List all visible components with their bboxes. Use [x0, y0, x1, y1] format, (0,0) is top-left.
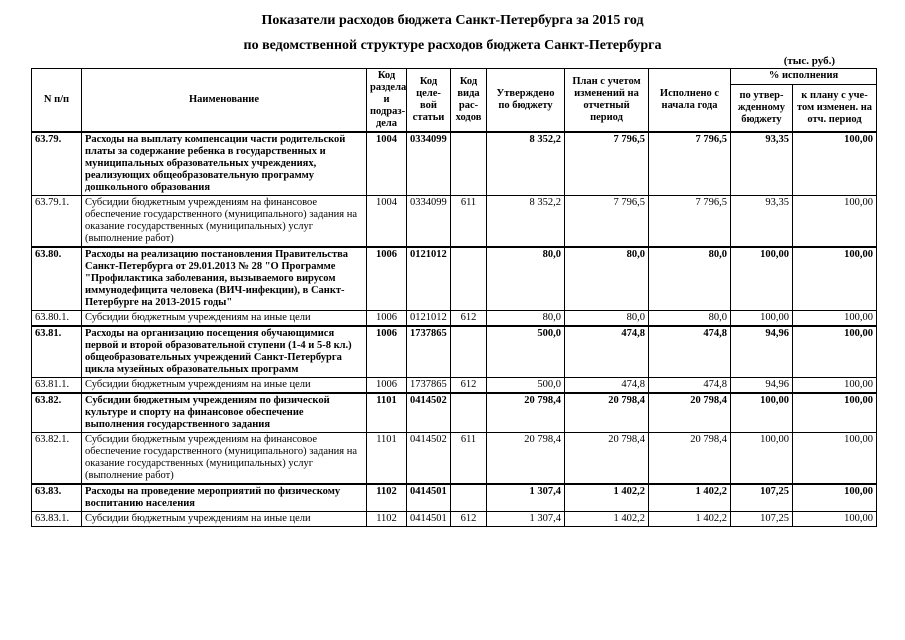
- row-target-code: 0121012: [407, 311, 451, 327]
- row-section-code: 1101: [367, 393, 407, 433]
- row-num: 63.79.1.: [32, 196, 82, 248]
- row-name: Субсидии бюджетным учреждениям на иные цели: [82, 311, 367, 327]
- row-target-code: 0414502: [407, 393, 451, 433]
- row-pct-plan: 100,00: [793, 247, 877, 311]
- row-pct-approved: 107,25: [731, 484, 793, 512]
- table-row: [32, 378, 877, 394]
- row-num: 63.80.: [32, 247, 82, 311]
- header-pct-plan: к плану с уче-том изменен. на отч. период: [793, 84, 877, 132]
- row-pct-approved: 100,00: [731, 311, 793, 327]
- row-pct-approved: 100,00: [731, 433, 793, 485]
- row-pct-plan: 100,00: [793, 393, 877, 433]
- row-section-code: 1006: [367, 326, 407, 378]
- header-pct-approved: по утвер-жденному бюджету: [731, 84, 793, 132]
- header-target-code: Код целе-вой статьи: [407, 69, 451, 133]
- row-num: 63.82.1.: [32, 433, 82, 485]
- row-num: 63.83.: [32, 484, 82, 512]
- row-pct-plan: 100,00: [793, 196, 877, 248]
- row-pct-plan: 100,00: [793, 378, 877, 394]
- table-row: [32, 512, 877, 527]
- table-row: [32, 132, 877, 196]
- row-name: Субсидии бюджетным учреждениям на иные цели: [82, 378, 367, 394]
- row-executed: 80,0: [649, 311, 731, 327]
- row-target-code: 1737865: [407, 326, 451, 378]
- row-approved: 1 307,4: [487, 512, 565, 527]
- row-type-code: [451, 247, 487, 311]
- row-name: Расходы на организацию посещения обучающимися первой и второй образовательной ступени (1-4 и 5-8 кл.) общеобразовательных учреждений Санкт-Петербурга цикла музейных образовательных программ: [82, 326, 367, 378]
- row-approved: 1 307,4: [487, 484, 565, 512]
- table-row: [32, 311, 877, 327]
- row-type-code: [451, 132, 487, 196]
- header-executed: Исполнено с начала года: [649, 69, 731, 133]
- row-approved: 500,0: [487, 378, 565, 394]
- row-approved: 20 798,4: [487, 433, 565, 485]
- row-pct-plan: 100,00: [793, 484, 877, 512]
- row-approved: 500,0: [487, 326, 565, 378]
- row-pct-plan: 100,00: [793, 132, 877, 196]
- row-type-code: [451, 326, 487, 378]
- row-type-code: 611: [451, 196, 487, 248]
- row-name: Субсидии бюджетным учреждениям на финансовое обеспечение государственного (муниципального) задания на оказание государственных (муниципальных) услуг (выполнение работ): [82, 196, 367, 248]
- header-name: Наименование: [82, 69, 367, 133]
- row-name: Расходы на проведение мероприятий по физическому воспитанию населения: [82, 484, 367, 512]
- header-percent-group: % исполнения: [731, 69, 877, 85]
- row-pct-plan: 100,00: [793, 311, 877, 327]
- row-pct-approved: 107,25: [731, 512, 793, 527]
- row-num: 63.82.: [32, 393, 82, 433]
- header-type-code: Код вида рас-ходов: [451, 69, 487, 133]
- row-approved: 20 798,4: [487, 393, 565, 433]
- table-row: [32, 247, 877, 311]
- units-label: (тыс. руб.): [783, 55, 835, 67]
- budget-table: [31, 68, 877, 527]
- table-row: [32, 196, 877, 248]
- row-pct-approved: 94,96: [731, 378, 793, 394]
- table-row: [32, 393, 877, 433]
- row-approved: 80,0: [487, 247, 565, 311]
- row-section-code: 1006: [367, 378, 407, 394]
- row-num: 63.80.1.: [32, 311, 82, 327]
- row-target-code: 0334099: [407, 132, 451, 196]
- row-type-code: [451, 484, 487, 512]
- table-row: [32, 326, 877, 378]
- row-plan: 7 796,5: [565, 132, 649, 196]
- row-pct-approved: 100,00: [731, 247, 793, 311]
- row-num: 63.83.1.: [32, 512, 82, 527]
- row-num: 63.81.1.: [32, 378, 82, 394]
- row-pct-approved: 93,35: [731, 196, 793, 248]
- row-target-code: 0414501: [407, 484, 451, 512]
- row-section-code: 1102: [367, 512, 407, 527]
- row-name: Расходы на реализацию постановления Правительства Санкт-Петербурга от 29.01.2013 № 28 "О Программе "Профилактика заболевания, вызываемого вирусом иммунодефицита человека (ВИЧ-инфекции), в Санкт-Петербурге на 2013-2015 годы": [82, 247, 367, 311]
- row-target-code: 0414501: [407, 512, 451, 527]
- row-plan: 80,0: [565, 311, 649, 327]
- row-plan: 1 402,2: [565, 512, 649, 527]
- row-pct-plan: 100,00: [793, 512, 877, 527]
- row-plan: 474,8: [565, 326, 649, 378]
- row-section-code: 1004: [367, 132, 407, 196]
- row-target-code: 0121012: [407, 247, 451, 311]
- row-executed: 474,8: [649, 378, 731, 394]
- row-pct-approved: 94,96: [731, 326, 793, 378]
- row-type-code: 611: [451, 433, 487, 485]
- row-num: 63.81.: [32, 326, 82, 378]
- row-section-code: 1006: [367, 311, 407, 327]
- row-approved: 8 352,2: [487, 132, 565, 196]
- row-executed: 80,0: [649, 247, 731, 311]
- row-approved: 8 352,2: [487, 196, 565, 248]
- row-executed: 1 402,2: [649, 484, 731, 512]
- row-executed: 1 402,2: [649, 512, 731, 527]
- row-executed: 20 798,4: [649, 393, 731, 433]
- row-executed: 474,8: [649, 326, 731, 378]
- table-row: [32, 433, 877, 485]
- header-section-code: Код раздела и подраз-дела: [367, 69, 407, 133]
- row-num: 63.79.: [32, 132, 82, 196]
- row-type-code: 612: [451, 512, 487, 527]
- row-section-code: 1101: [367, 433, 407, 485]
- header-num: N п/п: [32, 69, 82, 133]
- row-target-code: 0334099: [407, 196, 451, 248]
- row-plan: 474,8: [565, 378, 649, 394]
- row-plan: 80,0: [565, 247, 649, 311]
- row-target-code: 0414502: [407, 433, 451, 485]
- row-type-code: 612: [451, 311, 487, 327]
- row-executed: 7 796,5: [649, 132, 731, 196]
- row-name: Субсидии бюджетным учреждениям на финансовое обеспечение государственного (муниципального) задания на оказание государственных (муниципальных) услуг (выполнение работ): [82, 433, 367, 485]
- row-section-code: 1006: [367, 247, 407, 311]
- row-section-code: 1102: [367, 484, 407, 512]
- row-plan: 20 798,4: [565, 393, 649, 433]
- row-name: Расходы на выплату компенсации части родительской платы за содержание ребенка в государственных и муниципальных образовательных учреждениях, реализующих общеобразовательную программу дошкольного образования: [82, 132, 367, 196]
- row-name: Субсидии бюджетным учреждениям на иные цели: [82, 512, 367, 527]
- row-plan: 1 402,2: [565, 484, 649, 512]
- row-section-code: 1004: [367, 196, 407, 248]
- row-pct-approved: 100,00: [731, 393, 793, 433]
- table-row: [32, 484, 877, 512]
- row-plan: 7 796,5: [565, 196, 649, 248]
- report-subtitle: по ведомственной структуре расходов бюджета Санкт-Петербурга: [243, 38, 662, 53]
- row-pct-approved: 93,35: [731, 132, 793, 196]
- row-pct-plan: 100,00: [793, 326, 877, 378]
- row-approved: 80,0: [487, 311, 565, 327]
- row-target-code: 1737865: [407, 378, 451, 394]
- header-plan: План с учетом изменений на отчетный период: [565, 69, 649, 133]
- report-title: Показатели расходов бюджета Санкт-Петербурга за 2015 год: [261, 13, 644, 28]
- header-approved: Утверждено по бюджету: [487, 69, 565, 133]
- row-type-code: 612: [451, 378, 487, 394]
- row-name: Субсидии бюджетным учреждениям по физической культуре и спорту на финансовое обеспечение выполнения государственного задания: [82, 393, 367, 433]
- row-executed: 7 796,5: [649, 196, 731, 248]
- row-type-code: [451, 393, 487, 433]
- row-plan: 20 798,4: [565, 433, 649, 485]
- row-pct-plan: 100,00: [793, 433, 877, 485]
- row-executed: 20 798,4: [649, 433, 731, 485]
